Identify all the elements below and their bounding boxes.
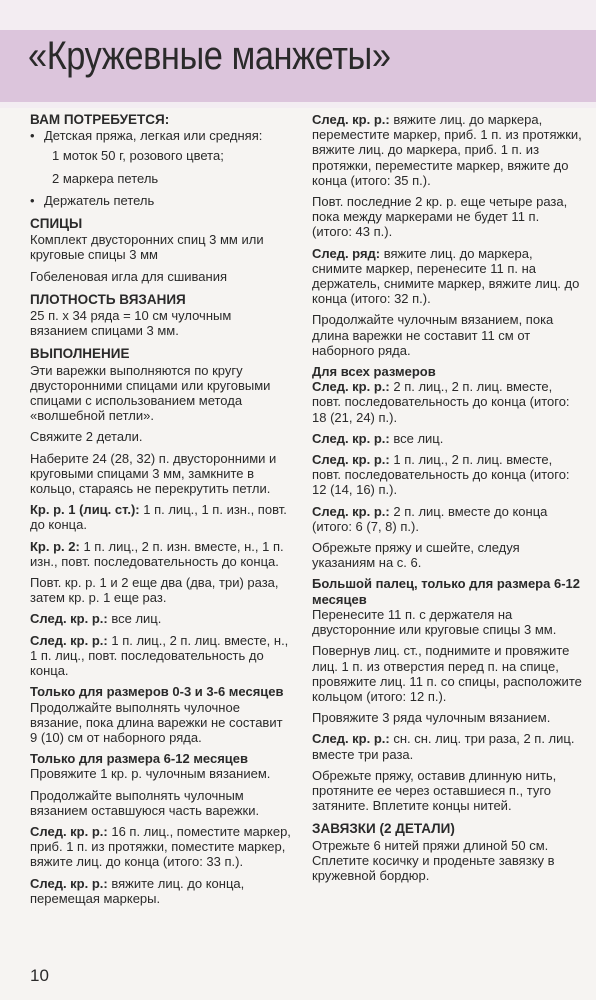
next-round-4 <box>30 876 292 906</box>
all-round-4-label: След. кр. р.: <box>312 503 390 519</box>
next-round-3-label: След. кр. р.: <box>30 823 108 839</box>
size-6-12-p1: Провяжите 1 кр. р. чулочным вязанием. <box>30 766 271 782</box>
next-round-1-text: все лиц. <box>107 611 162 627</box>
all-round-4-text: 2 п. лиц. вместе до конца (итого: 6 (7, 8) п.). <box>312 503 548 534</box>
next-row-text: вяжите лиц. до маркера, снимите маркер, перенесите 11 п. на держатель, снимите маркер, вяжите лиц. до конца (итого: 32 п.). <box>312 245 580 307</box>
needles-text: Комплект двусторонних спиц 3 мм или круговые спицы 3 мм <box>30 232 264 263</box>
next-round-5-label: След. кр. р.: <box>312 112 390 127</box>
next-round-3 <box>30 824 292 870</box>
exec-cast-on: Наберите 24 (28, 32) п. двусторонними и круговыми спицами 3 мм, замкните в кольцо, стараясь не перекрутить петли. <box>30 450 277 497</box>
all-round-3 <box>312 452 582 498</box>
exec-pieces: Свяжите 2 детали. <box>30 429 143 445</box>
round-2-label: Кр. р. 2: <box>30 538 80 554</box>
next-round-5 <box>312 112 582 188</box>
all-round-1-label: След. кр. р.: <box>312 379 390 395</box>
next-round-1-label: След. кр. р.: <box>30 611 108 627</box>
next-round-2-label: След. кр. р.: <box>30 632 108 648</box>
round-1-label: Кр. р. 1 (лиц. ст.): <box>30 502 140 518</box>
needs-subitem-skein: 1 моток 50 г, розового цвета; <box>52 148 224 164</box>
repeat-rounds: Повт. кр. р. 1 и 2 еще два (два, три) раза, затем кр. р. 1 еще раз. <box>30 575 279 606</box>
all-round-3-label: След. кр. р.: <box>312 452 390 468</box>
exec-intro: Эти варежки выполняются по кругу двусторонними спицами или круговыми спицами с использованием метода «волшебной петли». <box>30 362 271 424</box>
needles-heading: СПИЦЫ <box>30 216 83 232</box>
size-0-6-heading: Только для размеров 0-3 и 3-6 месяцев <box>30 684 284 700</box>
exec-heading: ВЫПОЛНЕНИЕ <box>30 346 130 362</box>
all-round-2-text: все лиц. <box>389 430 444 446</box>
right-column <box>312 112 582 889</box>
all-round-1-text: 2 п. лиц., 2 п. лиц. вместе, повт. последовательность до конца (итого: 18 (21, 24) п.). <box>312 379 570 425</box>
page-title: «Кружевные манжеты» <box>28 34 391 78</box>
size-0-6-text: Продолжайте выполнять чулочное вязание, пока длина варежки не составит 9 (10) см от наборного ряда. <box>30 699 283 745</box>
next-round-4-text: вяжите лиц. до конца, перемещая маркеры. <box>30 875 245 906</box>
thumb-p4: Обрежьте пряжу, оставив длинную нить, протяните ее через оставшиеся п., туго затяните. Вплетите концы нитей. <box>312 767 557 814</box>
all-round-4 <box>312 504 582 534</box>
all-sizes-heading: Для всех размеров <box>312 364 436 380</box>
needs-heading: ВАМ ПОТРЕБУЕТСЯ: <box>30 112 170 127</box>
thumb-round <box>312 731 582 761</box>
all-round-1 <box>312 379 582 425</box>
thumb-p3: Провяжите 3 ряда чулочным вязанием. <box>312 710 551 726</box>
next-round-2 <box>30 633 292 679</box>
next-round-1 <box>30 611 292 626</box>
next-row-label: След. ряд: <box>312 245 381 261</box>
all-round-2-label: След. кр. р.: <box>312 430 390 446</box>
all-round-3-text: 1 п. лиц., 2 п. лиц. вместе, повт. последовательность до конца (итого: 12 (14, 16) п.). <box>312 452 570 498</box>
next-round-5-text: вяжите лиц. до маркера, переместите маркер, приб. 1 п. из протяжки, вяжите лиц. до маркера, приб. 1 п. из протяжки, переместите маркер, вяжите до конца (итого: 35 п.). <box>312 112 582 188</box>
needs-item-holder: • Держатель петель <box>30 193 292 208</box>
gauge-heading: ПЛОТНОСТЬ ВЯЗАНИЯ <box>30 291 186 307</box>
cut-yarn-text: Обрежьте пряжу и сшейте, следуя указаниям на с. 6. <box>312 540 520 571</box>
needs-subitem-markers: 2 маркера петель <box>52 170 159 186</box>
thumb-round-label: След. кр. р.: <box>312 731 390 747</box>
size-6-12-p2: Продолжайте выполнять чулочным вязанием оставшуюся часть варежки. <box>30 787 260 818</box>
next-round-3-text: 16 п. лиц., поместите маркер, приб. 1 п. из протяжки, поместите маркер, вяжите лиц. до конца (итого: 33 п.). <box>30 823 291 870</box>
next-round-4-label: След. кр. р.: <box>30 875 108 891</box>
round-1-text: 1 п. лиц., 1 п. изн., повт. до конца. <box>30 502 287 533</box>
thumb-p2: Повернув лиц. ст., поднимите и провяжите лиц. 1 п. из отверстия перед п. на спице, провяжите лиц. 11 п. со спицы, расположите кольцом (итого: 12 п.). <box>312 643 582 704</box>
thumb-round-text: сн. сн. лиц. три раза, 2 п. лиц. вместе три раза. <box>312 731 575 762</box>
title-banner <box>0 0 596 108</box>
page-number: 10 <box>30 966 49 985</box>
ties-heading: ЗАВЯЗКИ (2 ДЕТАЛИ) <box>312 821 455 837</box>
all-round-2 <box>312 431 582 446</box>
round-2 <box>30 539 292 569</box>
ties-text: Отрежьте 6 нитей пряжи длиной 50 см. Сплетите косичку и проденьте завязку в кружевной бордюр. <box>312 837 555 883</box>
size-6-12-heading: Только для размера 6-12 месяцев <box>30 751 249 767</box>
repeat-two-rounds: Повт. последние 2 кр. р. еще четыре раза, пока между маркерами не будет 11 п. (итого: 43 п.). <box>312 194 568 240</box>
thumb-heading: Большой палец, только для размера 6-12 месяцев <box>312 576 580 607</box>
left-column <box>30 112 292 912</box>
next-round-2-text: 1 п. лиц., 2 п. лиц. вместе, н., 1 п. лиц., повт. последовательность до конца. <box>30 632 289 679</box>
needles-tapestry: Гобеленовая игла для сшивания <box>30 268 227 284</box>
continue-text: Продолжайте чулочным вязанием, пока длина варежки не составит 11 см от наборного ряда. <box>312 312 554 358</box>
round-1 <box>30 502 292 532</box>
gauge-text: 25 п. х 34 ряда = 10 см чулочным вязанием спицами 3 мм. <box>30 308 232 339</box>
needs-item-yarn: • Детская пряжа, легкая или средняя: <box>30 128 292 143</box>
round-2-text: 1 п. лиц., 2 п. изн. вместе, н., 1 п. изн., повт. последовательность до конца. <box>30 538 284 569</box>
thumb-p1: Перенесите 11 п. с держателя на двусторонние или круговые спицы 3 мм. <box>312 606 557 638</box>
next-row <box>312 246 582 307</box>
